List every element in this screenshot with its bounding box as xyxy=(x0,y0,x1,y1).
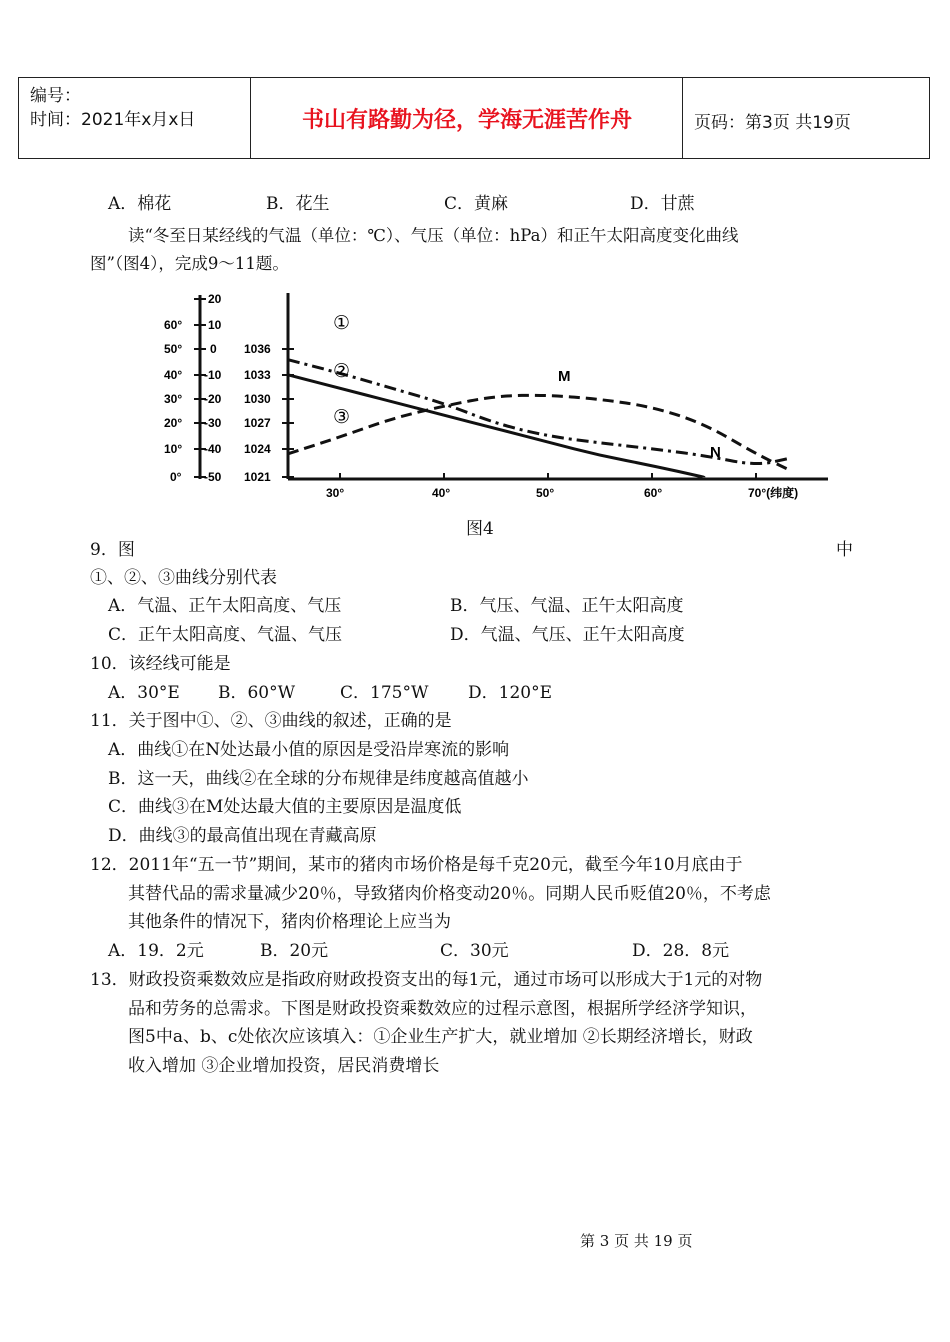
pressure-label-1036: 1036 xyxy=(244,342,271,356)
curve-3-label: ③ xyxy=(333,407,351,428)
q10-option-b: B．60°W xyxy=(218,683,296,703)
x-tick-70: 70°(纬度) xyxy=(748,486,799,500)
curve-2-line xyxy=(288,375,704,478)
pressure-label-1021: 1021 xyxy=(244,470,271,484)
q11-option-c: C．曲线③在M处达最大值的主要原因是温度低 xyxy=(108,797,462,817)
q10-option-a: A．30°E xyxy=(108,683,180,703)
q13-line-1: 13．财政投资乘数效应是指政府财政投资支出的每1元，通过市场可以形成大于1元的对物 xyxy=(90,970,763,990)
x-tick-30: 30° xyxy=(326,486,345,500)
header-divider-1 xyxy=(250,78,251,158)
q13-line-2: 品和劳务的总需求。下图是财政投资乘数效应的过程示意图，根据所学经济学知识， xyxy=(128,999,757,1019)
q11-option-b: B．这一天，曲线②在全球的分布规律是纬度越高值越小 xyxy=(108,769,529,789)
number-label: 编号： xyxy=(30,86,81,106)
temp-label-m10: -10 xyxy=(204,368,222,382)
pressure-label-1024: 1024 xyxy=(244,442,271,456)
point-m-label: M xyxy=(558,368,571,385)
page-footer: 第 3 页 共 19 页 xyxy=(580,1232,693,1250)
q9-option-c: C．正午太阳高度、气温、气压 xyxy=(108,625,343,645)
x-tick-40: 40° xyxy=(432,486,451,500)
header-motto: 书山有路勤为径，学海无涯苦作舟 xyxy=(301,107,632,133)
header-border-left xyxy=(18,78,19,158)
q11-option-a: A．曲线①在N处达最小值的原因是受沿岸寒流的影响 xyxy=(108,740,510,760)
temp-label-m30: -30 xyxy=(204,416,222,430)
x-tick-60: 60° xyxy=(644,486,663,500)
q8-option-a: A．棉花 xyxy=(108,194,172,214)
lat-label-60: 60° xyxy=(164,318,183,332)
lat-label-20: 20° xyxy=(164,416,183,430)
lat-label-0: 0° xyxy=(170,470,182,484)
q13-line-3: 图5中a、b、c处依次应该填入：①企业生产扩大，就业增加 ②长期经济增长，财政 xyxy=(128,1027,753,1047)
figure-4-chart xyxy=(160,285,840,505)
lat-label-50: 50° xyxy=(164,342,183,356)
q8-option-b: B．花生 xyxy=(266,194,330,214)
q9-option-b: B．气压、气温、正午太阳高度 xyxy=(450,596,684,616)
q8-option-d: D．甘蔗 xyxy=(630,194,695,214)
q12-option-c: C．30元 xyxy=(440,941,509,961)
q8-option-c: C．黄麻 xyxy=(444,194,509,214)
temp-label-20: 20 xyxy=(208,292,222,306)
figure-caption: 图4 xyxy=(466,519,494,539)
q13-line-4: 收入增加 ③企业增加投资，居民消费增长 xyxy=(128,1056,440,1076)
time-label: 时间：2021年x月x日 xyxy=(30,110,196,130)
pressure-label-1030: 1030 xyxy=(244,392,271,406)
q12-line-1: 12．2011年“五一节”期间，某市的猪肉市场价格是每千克20元，截至今年10月底由于 xyxy=(90,855,743,875)
lat-label-30: 30° xyxy=(164,392,183,406)
q11-stem: 11．关于图中①、②、③曲线的叙述，正确的是 xyxy=(90,711,452,731)
q9-stem-c: ①、②、③曲线分别代表 xyxy=(90,568,277,588)
q9-stem-a: 9．图 xyxy=(90,540,135,560)
pressure-label-1033: 1033 xyxy=(244,368,271,382)
page-header xyxy=(18,77,930,159)
q11-option-d: D．曲线③的最高值出现在青藏高原 xyxy=(108,826,377,846)
temp-label-m50: -50 xyxy=(204,470,222,484)
intro-line-2: 图”（图4），完成9～11题。 xyxy=(90,254,289,273)
curve-2-label: ② xyxy=(333,361,351,382)
intro-line-1: 读“冬至日某经线的气温（单位：℃）、气压（单位：hPa）和正午太阳高度变化曲线 xyxy=(128,226,739,245)
header-divider-2 xyxy=(682,78,683,158)
header-border-right xyxy=(929,78,930,158)
pressure-label-1027: 1027 xyxy=(244,416,271,430)
temp-label-m20: -20 xyxy=(204,392,222,406)
lat-label-10: 10° xyxy=(164,442,183,456)
q12-option-a: A．19．2元 xyxy=(108,941,204,961)
header-page-info: 页码：第3页 共19页 xyxy=(694,113,851,133)
q12-line-2: 其替代品的需求量减少20％，导致猪肉价格变动20％。同期人民币贬值20％，不考虑 xyxy=(128,884,771,904)
x-tick-50: 50° xyxy=(536,486,555,500)
q9-option-d: D．气温、气压、正午太阳高度 xyxy=(450,625,685,645)
q10-option-c: C．175°W xyxy=(340,683,429,703)
temp-label-10: 10 xyxy=(208,318,222,332)
q12-option-b: B．20元 xyxy=(260,941,329,961)
point-n-label: N xyxy=(710,444,721,461)
q9-option-a: A．气温、正午太阳高度、气压 xyxy=(108,596,342,616)
q10-option-d: D．120°E xyxy=(468,683,552,703)
q9-stem-b: 中 xyxy=(836,540,853,560)
temp-label-0: 0 xyxy=(210,342,217,356)
lat-label-40: 40° xyxy=(164,368,183,382)
q12-line-3: 其他条件的情况下，猪肉价格理论上应当为 xyxy=(128,912,451,932)
temp-label-m40: -40 xyxy=(204,442,222,456)
q12-option-d: D．28．8元 xyxy=(632,941,730,961)
header-meta xyxy=(30,84,195,132)
q10-stem: 10．该经线可能是 xyxy=(90,654,231,674)
axis-ticks xyxy=(194,299,756,479)
curve-1-label: ① xyxy=(333,313,351,334)
